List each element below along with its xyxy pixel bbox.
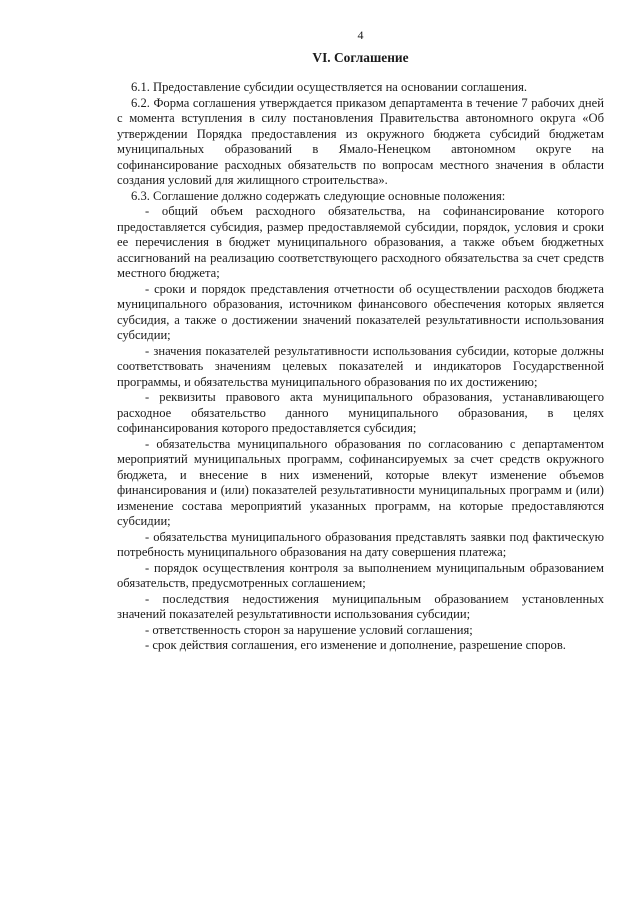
list-item-payment-requests: - обязательства муниципального образования представлять заявки под фактическую потребность муниципального образования на дату совершения платежа; (117, 529, 604, 559)
paragraph-6-1: 6.1. Предоставление субсидии осуществляется на основании соглашения. (131, 80, 528, 94)
list-item-indicator-values: - значения показателей результативности использования субсидии, которые должны соответствовать значениям целевых показателей и индикаторов Государственной программы, и обязательства муниципального образования по их достижению; (117, 343, 604, 389)
list-item-reporting: - сроки и порядок представления отчетности об осуществлении расходов бюджета муниципального образования, источником финансового обеспечения которых является субсидия, а также о достижении значений показателей результативности использования субсидии; (117, 281, 604, 342)
paragraph-6-2: 6.2. Форма соглашения утверждается приказом департамента в течение 7 рабочих дней с момента вступления в силу постановления Правительства автономного округа «Об утверждении Порядка предоставления из окружного бюджета субсидий бюджетам муниципальных образований в Ямало-Ненецком автономном округе на софинансирование расходных обязательств по вопросам местного значения в области создания условий для жилищного строительства». (117, 95, 604, 187)
list-item-responsibility: - ответственность сторон за нарушение условий соглашения; (145, 622, 473, 637)
list-item-term-and-disputes: - срок действия соглашения, его изменение и дополнение, разрешение споров. (145, 638, 566, 652)
list-item-consequences: - последствия недостижения муниципальным образованием установленных значений показателей результативности использования субсидии; (117, 591, 604, 621)
list-item-total-volume: - общий объем расходного обязательства, на софинансирование которого предоставляется субсидия, размер предоставляемой субсидии, порядок, условия и сроки ее перечисления в бюджет муниципального образования, а также объем бюджетных ассигнований на реализацию соответствующего расходного обязательства за счет средств местного бюджета; (117, 204, 604, 280)
section-title: VI. Соглашение (312, 50, 409, 65)
list-item-control-procedure: - порядок осуществления контроля за выполнением муниципальным образованием обязательств, предусмотренных соглашением; (117, 560, 604, 590)
list-item-program-coordination: - обязательства муниципального образования по согласованию с департаментом мероприятий муниципальных программ, софинансируемых за счет средств окружного бюджета, и внесение в них изменений, которые влекут изменение объемов финансирования и (или) показателей результативности муниципальных программ и (или) изменение состава мероприятий указанных программ, на которые предоставляются субсидии; (117, 436, 604, 528)
list-item-legal-act-details: - реквизиты правового акта муниципального образования, устанавливающего расходное обязательство данного муниципального образования, в целях софинансирования которого предоставляется субсидия; (117, 390, 604, 435)
page-number: 4 (357, 28, 364, 42)
paragraph-6-3: 6.3. Соглашение должно содержать следующие основные положения: (131, 188, 506, 203)
